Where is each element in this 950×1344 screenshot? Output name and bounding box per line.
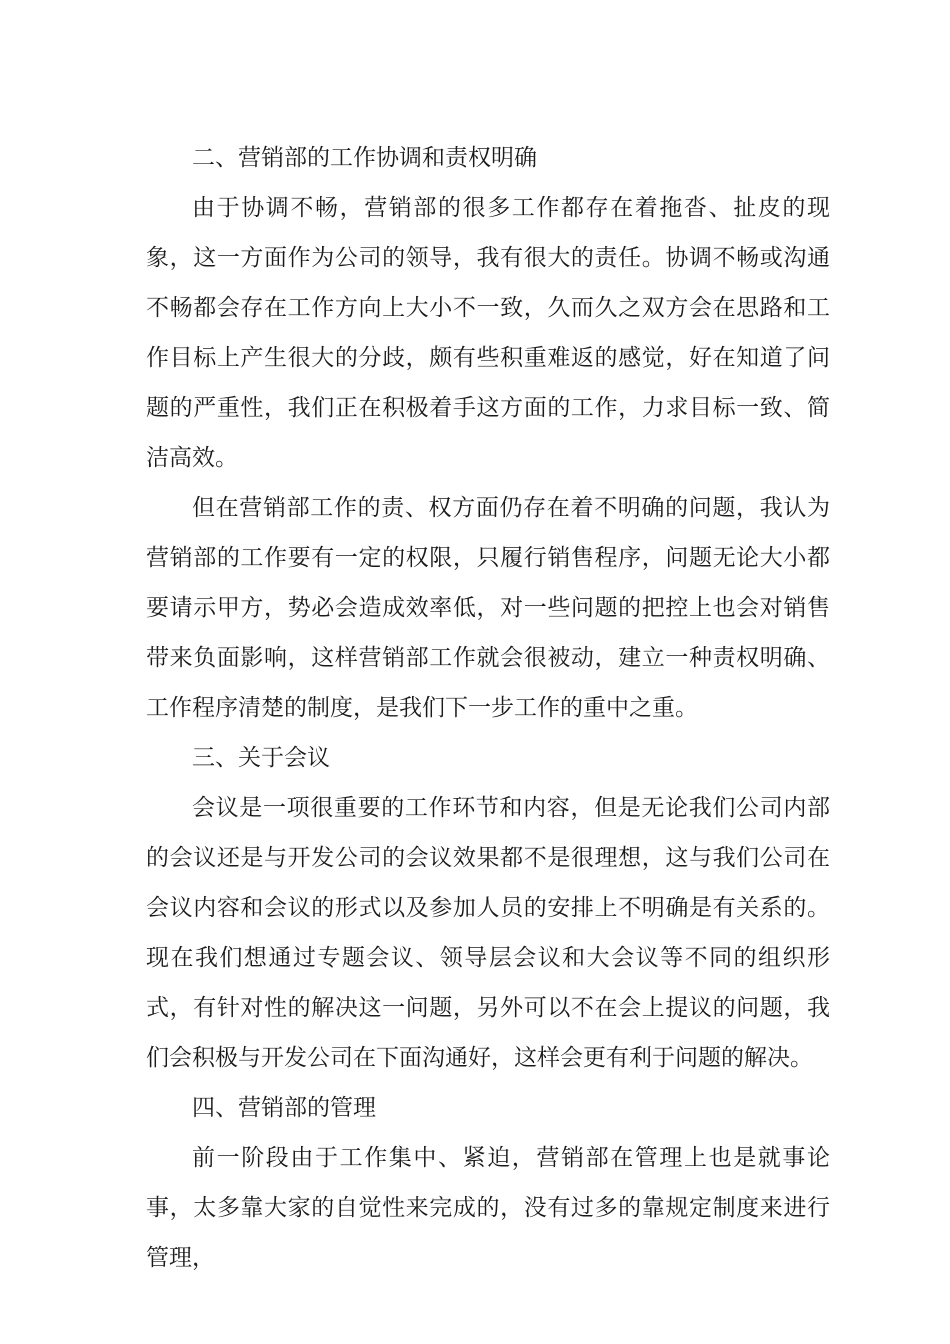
section-heading-management: 四、营销部的管理 xyxy=(192,1095,376,1121)
section-heading-coordination: 二、营销部的工作协调和责权明确 xyxy=(192,145,537,171)
paragraph-coordination: 由于协调不畅，营销部的很多工作都存在着拖沓、扯皮的现象，这一方面作为公司的领导，我有很大的责任。协调不畅或沟通不畅都会存在工作方向上大小不一致，久而久之双方会在思路和工作目标上产生很大的分歧，颇有些积重难返的感觉，好在知道了问题的严重性，我们正在积极着手这方面的工作，力求目标一致、简洁高效。 xyxy=(146,195,830,471)
section-heading-meetings: 三、关于会议 xyxy=(192,745,330,771)
paragraph-meetings: 会议是一项很重要的工作环节和内容，但是无论我们公司内部的会议还是与开发公司的会议效果都不是很理想，这与我们公司在会议内容和会议的形式以及参加人员的安排上不明确是有关系的。现在我们想通过专题会议、领导层会议和大会议等不同的组织形式，有针对性的解决这一问题，另外可以不在会上提议的问题，我们会积极与开发公司在下面沟通好，这样会更有利于问题的解决。 xyxy=(146,795,830,1071)
paragraph-management: 前一阶段由于工作集中、紧迫，营销部在管理上也是就事论事，太多靠大家的自觉性来完成的，没有过多的靠规定制度来进行管理， xyxy=(146,1145,830,1271)
document-body xyxy=(146,133,830,1283)
paragraph-responsibility: 但在营销部工作的责、权方面仍存在着不明确的问题，我认为营销部的工作要有一定的权限，只履行销售程序，问题无论大小都要请示甲方，势必会造成效率低，对一些问题的把控上也会对销售带来负面影响，这样营销部工作就会很被动，建立一种责权明确、工作程序清楚的制度，是我们下一步工作的重中之重。 xyxy=(146,495,830,721)
